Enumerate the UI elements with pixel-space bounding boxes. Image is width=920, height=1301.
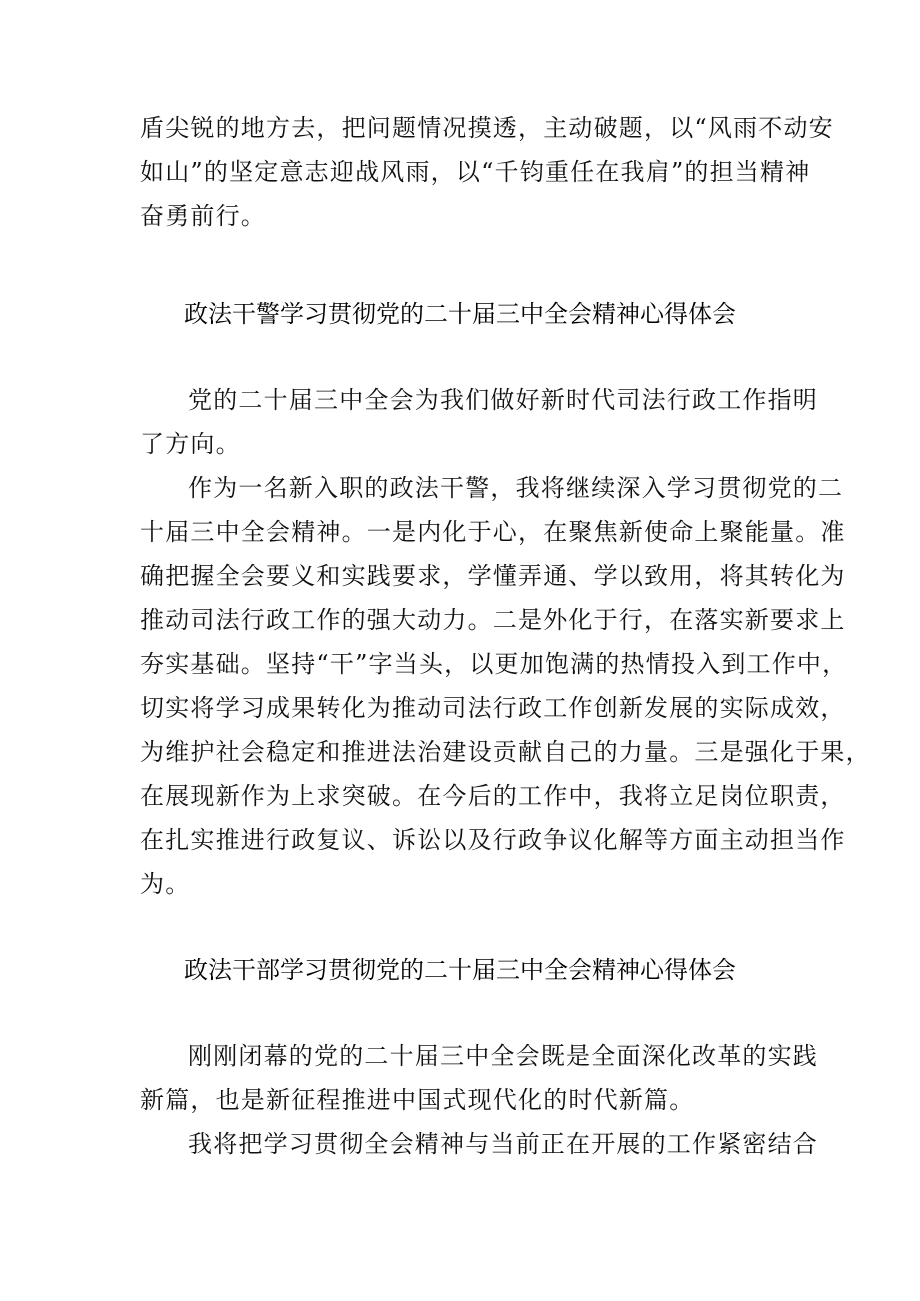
section-title: 政法干警学习贯彻党的二十届三中全会精神心得体会 [184, 300, 736, 328]
body-line: 如山”的坚定意志迎战风雨，以“千钧重任在我肩”的担当精神 [140, 158, 811, 186]
body-line: 十届三中全会精神。一是内化于心，在聚焦新使命上聚能量。准 [140, 518, 846, 546]
body-line: 党的二十届三中全会为我们做好新时代司法行政工作指明 [188, 386, 818, 414]
section-title: 政法干部学习贯彻党的二十届三中全会精神心得体会 [184, 956, 736, 984]
body-line: 奋勇前行。 [140, 202, 266, 230]
body-line: 我将把学习贯彻全会精神与当前正在开展的工作紧密结合 [188, 1130, 818, 1158]
body-line: 推动司法行政工作的强大动力。二是外化于行，在落实新要求上 [140, 606, 846, 634]
body-line: 确把握全会要义和实践要求，学懂弄通、学以致用，将其转化为 [140, 562, 846, 590]
body-line: 夯实基础。坚持“干”字当头，以更加饱满的热情投入到工作中， [140, 650, 848, 678]
body-line: 为维护社会稳定和推进法治建设贡献自己的力量。三是强化于果， [140, 738, 871, 766]
body-line: 为。 [140, 870, 191, 898]
body-line: 在扎实推进行政复议、诉讼以及行政争议化解等方面主动担当作 [140, 826, 846, 854]
body-line: 切实将学习成果转化为推动司法行政工作创新发展的实际成效， [140, 694, 846, 722]
body-line: 了方向。 [140, 430, 241, 458]
body-line: 在展现新作为上求突破。在今后的工作中，我将立足岗位职责， [140, 782, 846, 810]
body-line: 作为一名新入职的政法干警，我将继续深入学习贯彻党的二 [188, 474, 844, 502]
body-line: 盾尖锐的地方去，把问题情况摸透，主动破题，以“风雨不动安 [140, 114, 834, 142]
body-line: 刚刚闭幕的党的二十届三中全会既是全面深化改革的实践 [188, 1042, 818, 1070]
body-line: 新篇，也是新征程推进中国式现代化的时代新篇。 [140, 1086, 695, 1114]
